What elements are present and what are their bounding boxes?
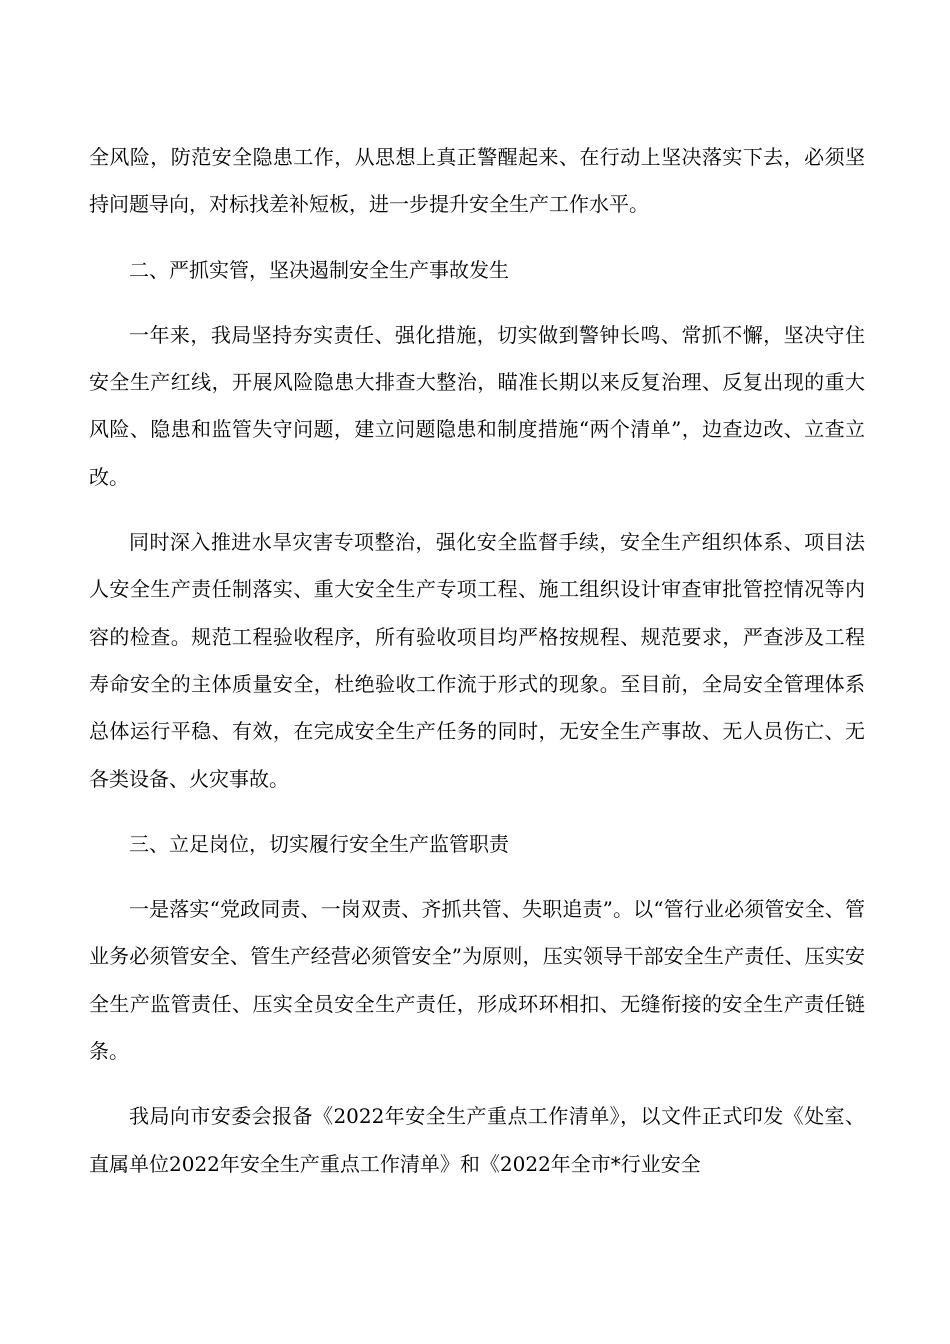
section-heading-2: 二、严抓实管，坚决遏制安全生产事故发生 (129, 257, 509, 282)
paragraph-body: 同时深入推进水旱灾害专项整治，强化安全监督手续，安全生产组织体系、项目法人安全生产责任制落实、重大安全生产专项工程、施工组织设计审查审批管控情况等内容的检查。规范工程验收程序，所有验收项目均严格按规程、规范要求，严查涉及工程寿命安全的主体质量安全，杜绝验收工作流于形式的现象。至目前，全局安全管理体系总体运行平稳、有效，在完成安全生产任务的同时，无安全生产事故、无人员伤亡、无各类设备、火灾事故。 (89, 530, 865, 791)
paragraph-body: 一年来，我局坚持夯实责任、强化措施，切实做到警钟长鸣、常抓不懈，坚决守住安全生产红线，开展风险隐患大排查大整治，瞄准长期以来反复治理、反复出现的重大风险、隐患和监管失守问题，建立问题隐患和制度措施“两个清单”，边查边改、立查立改。 (89, 322, 865, 489)
paragraph-continuation: 全风险，防范安全隐患工作，从思想上真正警醒起来、在行动上坚决落实下去，必须坚持问题导向，对标找差补短板，进一步提升安全生产工作水平。 (89, 145, 865, 217)
section-heading-3: 三、立足岗位，切实履行安全生产监管职责 (129, 831, 509, 856)
paragraph-body: 我局向市安委会报备《2022年安全生产重点工作清单》，以文件正式印发《处室、直属单位2022年安全生产重点工作清单》和《2022年全市*行业安全 (89, 1104, 865, 1176)
document-body (89, 134, 865, 1206)
paragraph-body: 一是落实“党政同责、一岗双责、齐抓共管、失职追责”。以“管行业必须管安全、管业务必须管安全、管生产经营必须管安全”为原则，压实领导干部安全生产责任、压实安全生产监管责任、压实全员安全生产责任，形成环环相扣、无缝衔接的安全生产责任链条。 (89, 897, 865, 1064)
